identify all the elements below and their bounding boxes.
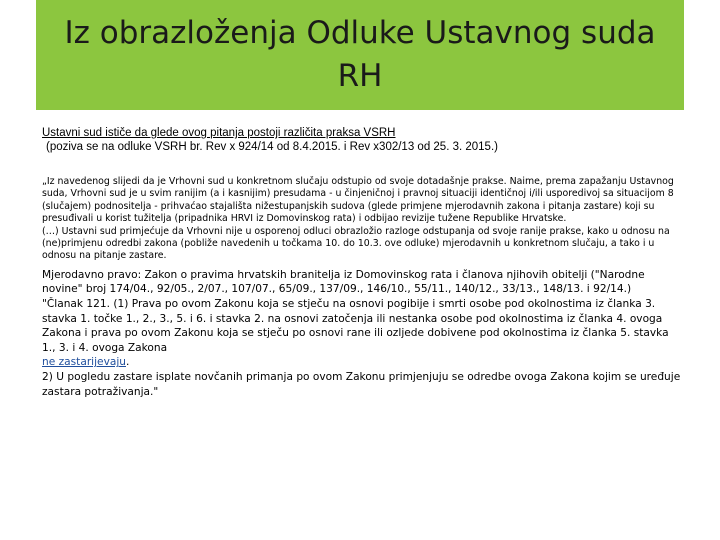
court-quote (42, 176, 682, 263)
law-paragraph-2-text: "Članak 121. (1) Prava po ovom Zakonu koja se stječu na osnovi pogibije i smrti osobe pod okolnostima iz članka 3. stavka 1. točke 1., 2., 3., 5. i 6. i stavka 2. na osnovi zatočenja ili nestanka osobe pod okolnostima iz članka 4. ovoga Zakona i prava po ovom Zakonu koja se stječu po osnovi rane ili ozljede dobivene pod okolnostima iz članka 5. stavka 1., 3. i 4. ovoga Zakona (42, 298, 669, 354)
slide-title: Iz obrazloženja Odluke Ustavnog suda RH (64, 15, 656, 94)
law-paragraph-1: Mjerodavno pravo: Zakon o pravima hrvatskih branitelja iz Domovinskog rata i članova njihovih obitelji ("Narodne novine" broj 174/04., 92/05., 2/07., 107/07., 65/09., 137/09., 146/10., 55/11., 140/12., 33/13., 148/13. i 92/14.) (42, 268, 645, 296)
link-suffix: . (126, 356, 130, 369)
law-paragraph-3: 2) U pogledu zastare isplate novčanih primanja po ovom Zakonu primjenjuju se odredbe ovoga Zakona kojim se uređuje zastara potraživanja." (42, 371, 681, 398)
intro-block (42, 126, 682, 154)
intro-line-2: (poziva se na odluke VSRH br. Rev x 924/14 od 8.4.2015. i Rev x302/13 od 25. 3. 2015.) (46, 141, 498, 153)
slide-body (42, 126, 682, 399)
no-statute-of-limitations-link[interactable]: ne zastarijevaju (42, 356, 126, 369)
applicable-law (42, 268, 682, 399)
intro-line-1: Ustavni sud ističe da glede ovog pitanja postoji različita praksa VSRH (42, 127, 396, 139)
quote-paragraph-2: (…) Ustavni sud primjećuje da Vrhovni nije u osporenoj odluci obrazložio razloge odstupanja od svoje ranije prakse, kako u odnosu na (ne)primjenu odredbi zakona (pobliže navedenih u točkama 10. do 10.3. ove odluke) mjerodavnih u konkretnom slučaju, a tako i u odnosu na pitanje zastare. (42, 225, 670, 262)
quote-paragraph-1: „Iz navedenog slijedi da je Vrhovni sud u konkretnom slučaju odstupio od svoje dotadašnje prakse. Naime, prema zapažanju Ustavnog suda, Vrhovni sud je u svim ranijim (a i kasnijim) presudama - u činjeničnoj i pravnoj situaciji identičnoj i/ili usporedivoj sa situacijom 8 (slučajem) podnositelja - prihvaćao stajališta nižestupanjskih sudova (glede primjene mjerodavnih zakona i pitanja zastare) koji su presuđivali u korist tužitelja (pripadnika HRVI iz Domovinskog rata) i odbijao revizije tužene Republike Hrvatske. (42, 176, 674, 225)
title-banner (36, 0, 684, 110)
law-link-line (42, 355, 682, 370)
law-paragraph-2 (42, 297, 682, 355)
